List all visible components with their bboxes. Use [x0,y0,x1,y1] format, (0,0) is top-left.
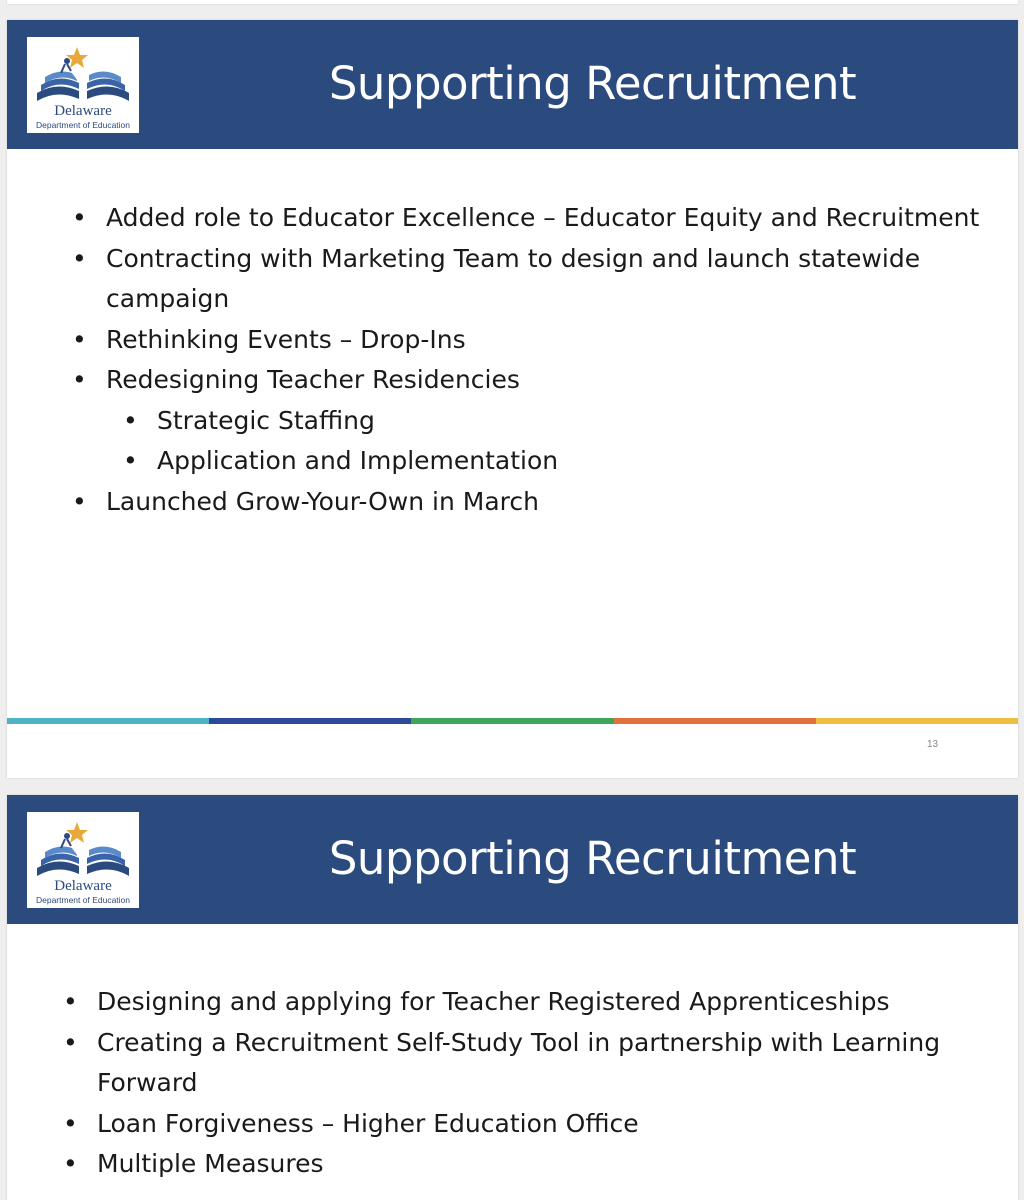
slide-title: Supporting Recruitment [328,57,857,110]
bullet-item: • Loan Forgiveness – Higher Education Office [97,1104,997,1145]
bullet-item: • Added role to Educator Excellence – Educator Equity and Recruitment [106,198,986,239]
bullet-list [106,198,986,522]
slide-header [7,795,1018,924]
bullet-item: • Designing and applying for Teacher Registered Apprenticeships [97,982,997,1023]
logo-subtitle: Department of Education [35,120,131,130]
logo-name: Delaware [54,103,112,119]
bullet-item: • Creating a Recruitment Self-Study Tool in partnership with Learning Forward [97,1023,997,1104]
bullet-item: • Launched Grow-Your-Own in March [106,482,986,523]
bullet-list [97,982,997,1185]
logo-subtitle: Department of Education [35,895,131,905]
slide-13 [7,20,1018,778]
slide-title: Supporting Recruitment [328,832,857,885]
previous-slide-edge [7,0,1018,4]
color-stripe [7,718,1018,724]
bullet-item: • Contracting with Marketing Team to design and launch statewide campaign [106,239,986,320]
sub-bullet-item: • Strategic Staffing [157,401,986,442]
slide-14 [7,795,1018,1200]
delaware-doe-logo [27,37,139,133]
logo-name: Delaware [54,878,112,894]
slide-header [7,20,1018,149]
bullet-item: • Rethinking Events – Drop-Ins [106,320,986,361]
sub-bullet-item: • Application and Implementation [157,441,986,482]
stripe-segment [816,718,1018,724]
delaware-doe-logo [27,812,139,908]
stripe-segment [209,718,411,724]
slide-number: 13 [927,739,939,750]
bullet-item: • Redesigning Teacher Residencies [106,360,986,401]
bullet-item: • Multiple Measures [97,1144,997,1185]
stripe-segment [411,718,613,724]
stripe-segment [7,718,209,724]
stripe-segment [614,718,816,724]
